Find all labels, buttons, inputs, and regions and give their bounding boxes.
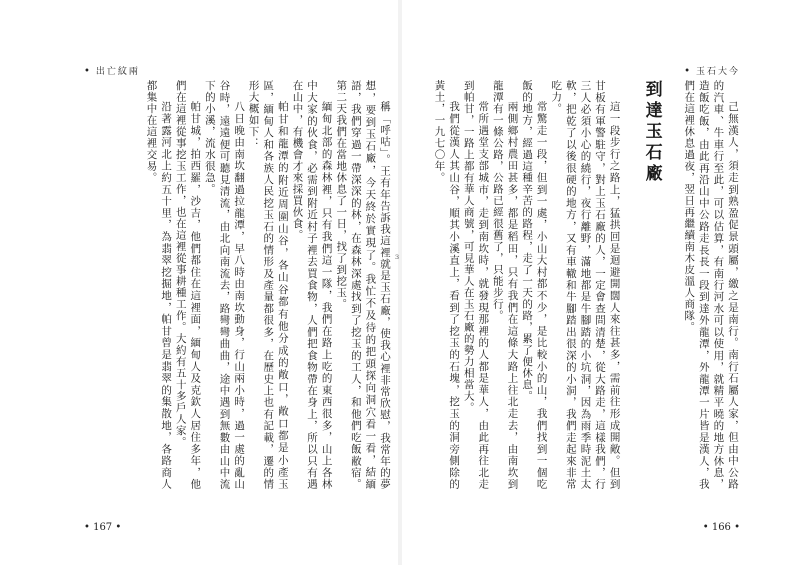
running-head-right: [680, 64, 740, 77]
spacer: [672, 80, 682, 490]
paragraph: 己無漢人，須走到熟盈促景頭屬，繳之是南行。南行石屬人家，但由中公路的汽車、牛車行至此，可以估算，有南行河水可以使用，就精平曉的地方休息，造飯吃飯，由此再沿山中公路走長長一段到達外龍潭，外龍潭一片皆是漢人，我們在這裡休息過夜，翌日再繼續南木皮溫人商隊。: [683, 80, 739, 490]
section-heading: 到達玉石廠: [641, 80, 662, 185]
left-body-text: [88, 80, 392, 490]
paragraph: 八日晚由南坎翻過拉龍潭，早八時由南坎動身，行山兩小時，過一處的亂山谷時，遠遠便可聽見清流，由北向南流去，路彎彎曲曲，途中遇到無數由山中流下的小溪，流水很急。: [203, 80, 246, 490]
running-head-left-text: 出亡紋兩: [95, 67, 140, 77]
paragraph: 稱「呼咕」。王有年告訴我這裡就是玉石廠，使我心裡非常欣慰，我常年的夢想，要到玉石廠，今天終於實現了。我忙不及待的把頭探向洞穴看一看，結緬語，我們穿過一帶深深的林，在森林深處找到了挖玉的工人，和他們吃飯敝宿。第二天我們在當地休息了一日，找了到挖玉。: [335, 80, 391, 490]
gutter-mark: ɜ: [395, 252, 400, 261]
paragraph: 常所遇堂支部城市，走到南坎時，就發現那裡的人都是華人，由此再往北走到帕甘，一路上都有華人商號，可見華人在玉石廠的勢力相當大。: [462, 80, 490, 490]
bullet-icon: •: [684, 66, 692, 77]
paragraph: 沿著露河北上約五十里，為翡翠挖掘地，帕甘曾是翡翠的集散地，各路商人都集中在這裡交易。: [145, 80, 173, 490]
page-number-right: • 166 •: [702, 522, 740, 533]
running-head-left: [80, 64, 140, 77]
page-number-left: • 167 •: [84, 522, 122, 533]
paragraph: 帕甘城，拍西羅，沙吉，他們都住在這裡面，緬甸人及克欽人居住多年，他們在這裡從事挖玉工作，也在這裡從事耕種工作。大約有五十多戶人家。: [174, 80, 202, 490]
paragraph: 我們從漢人其山谷，順其小溪直上，看到了挖玉的石塊，挖玉的洞旁側除的黃土，一九七〇年。: [433, 80, 461, 490]
paragraph: 帕甘和龍潭的附近周圍山谷，各山谷都有他分成的敞口，敞口都是小產玉區，緬甸人和各族人民挖玉石的情形及產量都很多，在歷史上也有記載，遷的情形大概如下：: [247, 80, 289, 490]
spacer: [622, 80, 632, 490]
paragraph: 常驚走一段，但到一處，小山大村都不少，是比較小的山，我們找到一個吃飯的地方，經過這種辛苦的路程，走了一天的路，累了便休息。: [521, 80, 548, 490]
paragraph: 兩側鄉村農田甚多，都是稻田，只有我們在這條大路上往北走去，由南坎到龍潭有一條公路，公路已經很舊了，只能步行。: [491, 80, 519, 490]
paragraph: 緬甸北部的森林裡，只有我們這一隊，我們在路上吃的東西很多，山上各林中大家的伙食，必需到附近村子裡去買食物，人們把食物帶在身上，所以只有遇在山中，有機會才來採買伙食。: [291, 80, 333, 490]
running-head-right-text: 玉石大今: [695, 67, 740, 77]
paragraph: 這一段步行之路上，猛拱回是迴避開闊人來往甚多，需前往形成開敞。但到甘板有軍警駐守，對上玉石廠的人，一定會查問清楚，從大路走，這樣我們，行三人必須小心的繞行，夜行離野，滿地都是牛腳踏的小坑洞，因為雨季時泥土太軟，把乾了以後很硬的地方，又有車轍和牛腳踏出很深的小洞，我們走起來非常吃力。: [550, 80, 621, 490]
right-page: [400, 0, 800, 565]
bullet-icon: •: [84, 66, 92, 77]
right-body-text: [430, 80, 740, 490]
